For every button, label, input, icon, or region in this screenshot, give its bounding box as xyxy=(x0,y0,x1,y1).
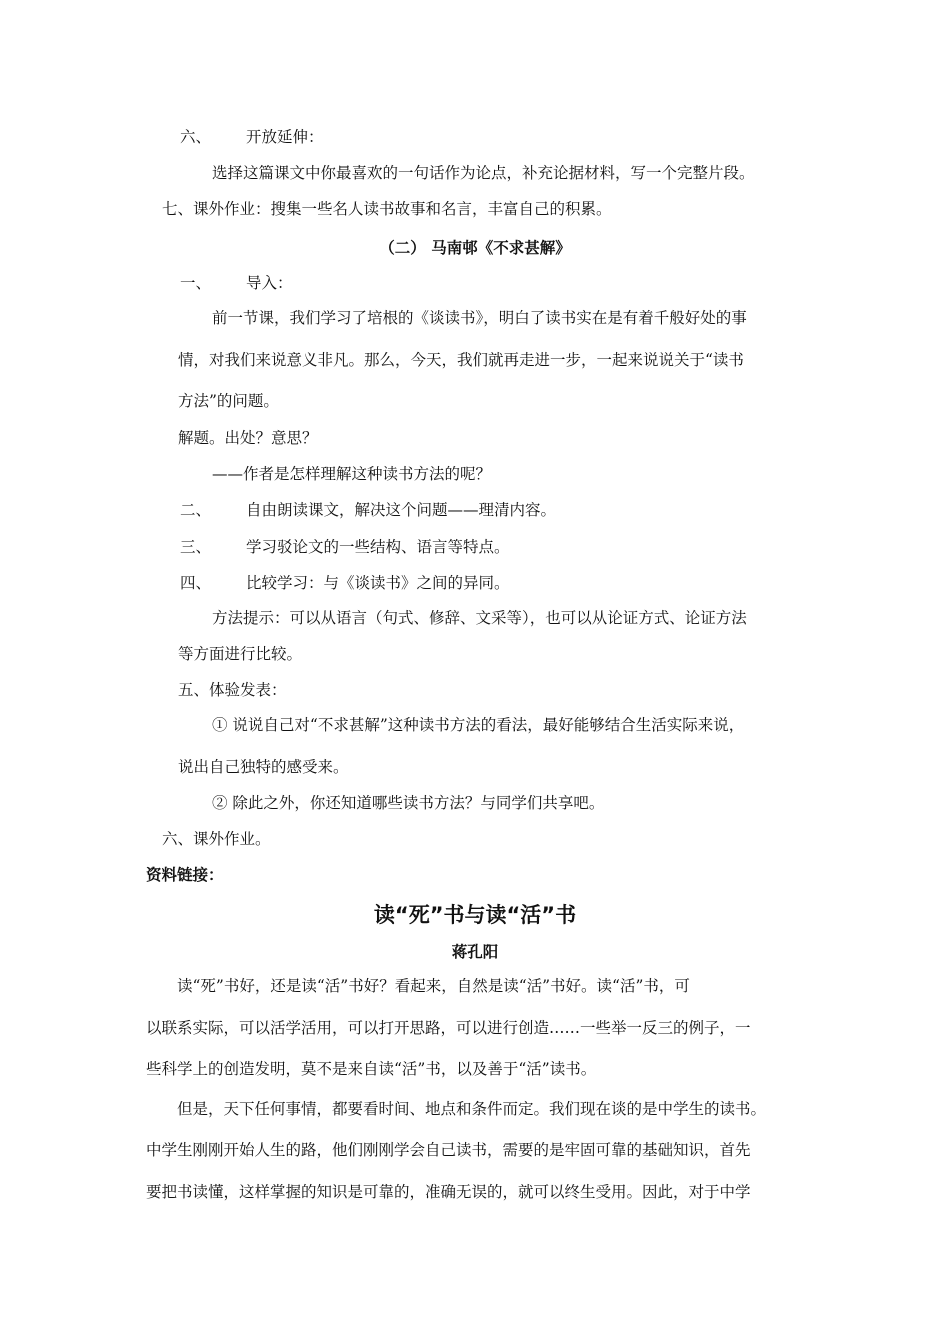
article-title: 读“死”书与读“活”书 xyxy=(373,903,577,927)
intro-line-2: 情，对我们来说意义非凡。那么，今天，我们就再走进一步，一起来说说关于“读书 xyxy=(178,351,744,369)
step-5-item-1-line-2: 说出自己独特的感受来。 xyxy=(178,758,349,776)
step-5-heading: 五、体验发表： xyxy=(178,681,287,699)
step-number: 四、 xyxy=(180,574,212,592)
step-number: 一、 xyxy=(180,274,212,292)
article-p2-line-1: 但是，天下任何事情，都要看时间、地点和条件而定。我们现在谈的是中学生的读书。 xyxy=(177,1100,767,1118)
intro-line-1: 前一节课，我们学习了培根的《谈读书》，明白了读书实在是有着千般好处的事 xyxy=(212,309,747,327)
step-5-item-2: ② 除此之外，你还知道哪些读书方法？与同学们共享吧。 xyxy=(212,794,605,812)
step-text: 比较学习：与《谈读书》之间的异同。 xyxy=(246,574,510,592)
step-number: 二、 xyxy=(180,501,212,519)
section-title: 开放延伸： xyxy=(246,128,324,146)
article-p1-line-2: 以联系实际，可以活学活用，可以打开思路，可以进行创造……一些举一反三的例子，一 xyxy=(146,1019,751,1037)
section-6-heading xyxy=(180,127,324,147)
step-6-homework: 六、课外作业。 xyxy=(162,830,271,848)
section-7-homework: 七、课外作业：搜集一些名人读书故事和名言，丰富自己的积累。 xyxy=(162,200,612,218)
section-number: 六、 xyxy=(180,128,212,146)
step-5-item-1-line-1: ① 说说自己对“不求甚解”这种读书方法的看法，最好能够结合生活实际来说， xyxy=(212,716,745,734)
step-title: 导入： xyxy=(246,274,293,292)
jieti-line: 解题。出处？意思？ xyxy=(178,429,318,447)
author-question: ——作者是怎样理解这种读书方法的呢？ xyxy=(212,465,492,483)
step-2 xyxy=(180,500,556,520)
step-number: 三、 xyxy=(180,538,212,556)
intro-line-3: 方法”的问题。 xyxy=(178,392,279,410)
article-p1-line-1: 读“死”书好，还是读“活”书好？看起来，自然是读“活”书好。读“活”书，可 xyxy=(177,977,690,995)
article-p2-line-3: 要把书读懂，这样掌握的知识是可靠的，准确无误的，就可以终生受用。因此，对于中学 xyxy=(146,1183,751,1201)
article-author: 蒋孔阳 xyxy=(451,943,499,961)
section-6-body: 选择这篇课文中你最喜欢的一句话作为论点，补充论据材料，写一个完整片段。 xyxy=(212,164,755,182)
article-p1-line-3: 些科学上的创造发明，莫不是来自读“活”书，以及善于“活”读书。 xyxy=(146,1060,597,1078)
step-text: 学习驳论文的一些结构、语言等特点。 xyxy=(246,538,510,556)
article-p2-line-2: 中学生刚刚开始人生的路，他们刚刚学会自己读书，需要的是牢固可靠的基础知识，首先 xyxy=(146,1141,751,1159)
lesson-2-title: （二） 马南邨《不求甚解》 xyxy=(379,239,571,257)
resource-link-label: 资料链接： xyxy=(146,866,224,884)
method-hint-line-2: 等方面进行比较。 xyxy=(178,645,303,663)
step-text: 自由朗读课文，解决这个问题——理清内容。 xyxy=(246,501,557,519)
method-hint-line-1: 方法提示：可以从语言（句式、修辞、文采等），也可以从论证方式、论证方法 xyxy=(212,609,747,627)
step-4 xyxy=(180,573,510,593)
step-1-heading xyxy=(180,273,293,293)
step-3 xyxy=(180,537,510,557)
